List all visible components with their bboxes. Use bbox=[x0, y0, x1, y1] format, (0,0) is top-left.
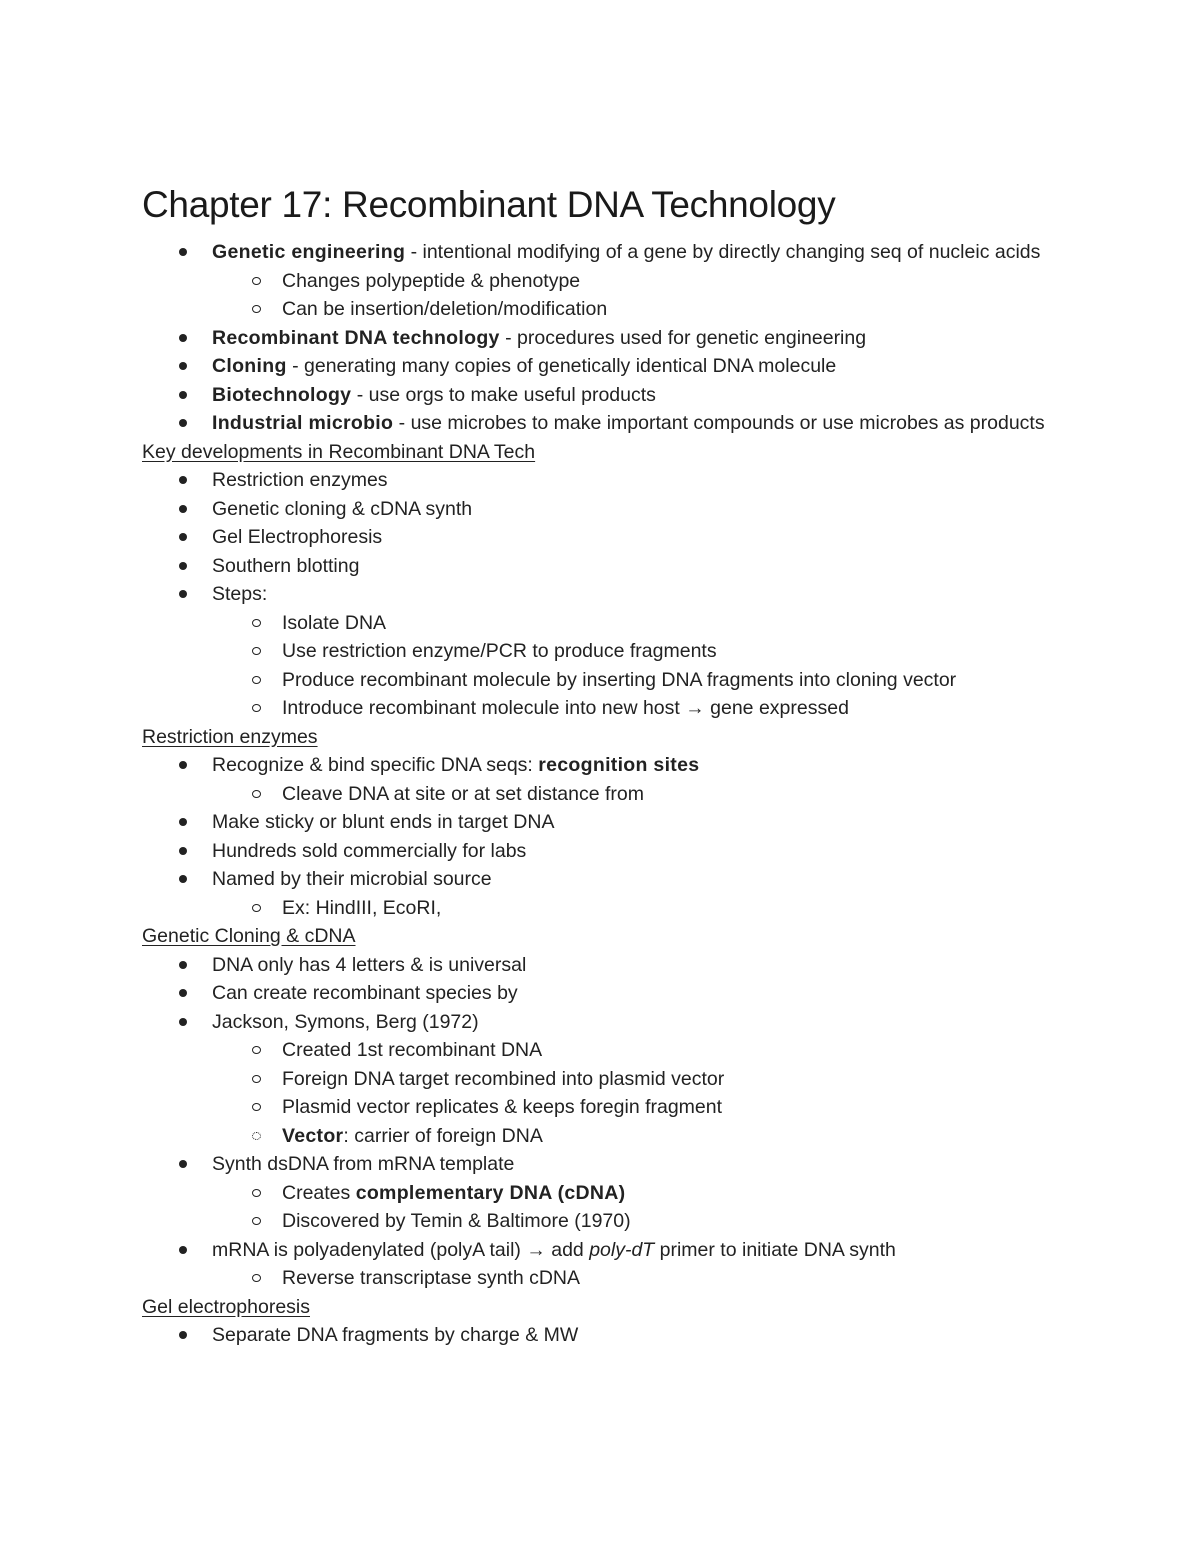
list-item bbox=[142, 1122, 1102, 1151]
section-heading-restriction-enzymes: Restriction enzymes bbox=[142, 725, 318, 748]
list-item bbox=[142, 1236, 1102, 1265]
term: Cloning bbox=[212, 355, 287, 377]
italic-term: poly-dT bbox=[589, 1238, 655, 1261]
bullet-dot-icon bbox=[179, 324, 187, 353]
list-item bbox=[142, 580, 1102, 609]
bullet-circle-icon bbox=[252, 1036, 261, 1065]
bullet-dot-icon bbox=[179, 523, 187, 552]
bullet-dot-icon bbox=[179, 751, 187, 780]
item-text: Foreign DNA target recombined into plasmid vector bbox=[282, 1067, 725, 1090]
bullet-dot-icon bbox=[179, 1236, 187, 1265]
list-item bbox=[142, 666, 1102, 695]
item-text: Gel Electrophoresis bbox=[212, 526, 383, 548]
list-item bbox=[142, 552, 1102, 581]
page-title: Chapter 17: Recombinant DNA Technology bbox=[142, 184, 836, 225]
bullet-circle-icon bbox=[252, 609, 261, 638]
item-text: Discovered by Temin & Baltimore (1970) bbox=[282, 1210, 631, 1232]
list-item bbox=[142, 1036, 1102, 1065]
definition: : carrier of foreign DNA bbox=[343, 1124, 543, 1147]
term: Genetic engineering bbox=[212, 241, 406, 263]
list-item bbox=[142, 523, 1102, 552]
definition: - use orgs to make useful products bbox=[351, 383, 656, 406]
list-item bbox=[142, 1207, 1102, 1236]
list-item bbox=[142, 295, 1102, 324]
bullet-circle-icon bbox=[252, 1264, 261, 1293]
section-heading-genetic-cloning: Genetic Cloning & cDNA bbox=[142, 925, 356, 947]
bullet-circle-icon bbox=[252, 894, 261, 923]
item-text: DNA only has 4 letters & is universal bbox=[212, 953, 527, 976]
bullet-dotted-circle-icon bbox=[252, 1122, 261, 1151]
definition: - generating many copies of genetically identical DNA molecule bbox=[286, 355, 837, 377]
item-text: Plasmid vector replicates & keeps foregin fragment bbox=[282, 1096, 723, 1118]
bullet-dot-icon bbox=[179, 951, 187, 980]
list-item bbox=[142, 409, 1102, 438]
item-text: Can create recombinant species by bbox=[212, 982, 518, 1004]
list-item bbox=[142, 694, 1102, 723]
term: Recombinant DNA technology bbox=[212, 326, 500, 349]
bullet-circle-icon bbox=[252, 1065, 261, 1094]
item-text: primer to initiate DNA synth bbox=[654, 1238, 896, 1261]
key-developments-list bbox=[142, 466, 1102, 723]
item-text: Make sticky or blunt ends in target DNA bbox=[212, 811, 555, 833]
item-text: Created 1st recombinant DNA bbox=[282, 1039, 543, 1061]
list-item bbox=[142, 808, 1102, 837]
item-text: Ex: HindIII, EcoRI, bbox=[282, 896, 442, 919]
bullet-circle-icon bbox=[252, 295, 261, 324]
bullet-dot-icon bbox=[179, 238, 187, 267]
bullet-dot-icon bbox=[179, 552, 187, 581]
item-text: Creates bbox=[282, 1181, 356, 1204]
item-text: Produce recombinant molecule by inserting DNA fragments into cloning vector bbox=[282, 668, 957, 691]
bullet-dot-icon bbox=[179, 495, 187, 524]
item-text: Genetic cloning & cDNA synth bbox=[212, 497, 473, 520]
item-text: Introduce recombinant molecule into new host → gene expressed bbox=[282, 697, 849, 719]
list-item bbox=[142, 1008, 1102, 1037]
definition: - use microbes to make important compounds or use microbes as products bbox=[393, 412, 1045, 434]
definition: - intentional modifying of a gene by directly changing seq of nucleic acids bbox=[405, 241, 1041, 263]
list-item bbox=[142, 1179, 1102, 1208]
intro-list bbox=[142, 238, 1102, 438]
item-text: Separate DNA fragments by charge & MW bbox=[212, 1324, 579, 1346]
bullet-dot-icon bbox=[179, 865, 187, 894]
item-text: Cleave DNA at site or at set distance from bbox=[282, 782, 644, 805]
list-item bbox=[142, 1321, 1102, 1350]
list-item bbox=[142, 951, 1102, 980]
genetic-cloning-list bbox=[142, 951, 1102, 1293]
bullet-circle-icon bbox=[252, 780, 261, 809]
gel-electrophoresis-list bbox=[142, 1321, 1102, 1350]
bullet-dot-icon bbox=[179, 466, 187, 495]
term: Biotechnology bbox=[212, 383, 352, 406]
term: Industrial microbio bbox=[212, 412, 394, 434]
definition: - procedures used for genetic engineering bbox=[499, 326, 867, 349]
bullet-dot-icon bbox=[179, 979, 187, 1008]
list-item bbox=[142, 1150, 1102, 1179]
item-text: Steps: bbox=[212, 583, 268, 605]
item-text: Changes polypeptide & phenotype bbox=[282, 269, 581, 292]
item-text: Use restriction enzyme/PCR to produce fragments bbox=[282, 640, 717, 662]
list-item bbox=[142, 238, 1102, 267]
document-page bbox=[142, 180, 1102, 1350]
list-item bbox=[142, 381, 1102, 410]
bullet-dot-icon bbox=[179, 1008, 187, 1037]
bullet-dot-icon bbox=[179, 381, 187, 410]
bullet-circle-icon bbox=[252, 1207, 261, 1236]
bullet-circle-icon bbox=[252, 1093, 261, 1122]
list-item bbox=[142, 1065, 1102, 1094]
bullet-dot-icon bbox=[179, 1321, 187, 1350]
bullet-dot-icon bbox=[179, 837, 187, 866]
list-item bbox=[142, 324, 1102, 353]
bullet-dot-icon bbox=[179, 808, 187, 837]
bullet-circle-icon bbox=[252, 637, 261, 666]
item-text: Synth dsDNA from mRNA template bbox=[212, 1153, 515, 1175]
section-heading-gel-electrophoresis: Gel electrophoresis bbox=[142, 1295, 310, 1318]
list-item bbox=[142, 751, 1102, 780]
bullet-dot-icon bbox=[179, 352, 187, 381]
bullet-circle-icon bbox=[252, 666, 261, 695]
bullet-dot-icon bbox=[179, 409, 187, 438]
item-text: Isolate DNA bbox=[282, 611, 387, 634]
item-text: Recognize & bind specific DNA seqs: bbox=[212, 754, 539, 776]
list-item bbox=[142, 894, 1102, 923]
list-item bbox=[142, 466, 1102, 495]
item-text: Hundreds sold commercially for labs bbox=[212, 839, 527, 862]
bullet-circle-icon bbox=[252, 694, 261, 723]
item-text: Reverse transcriptase synth cDNA bbox=[282, 1267, 581, 1289]
list-item bbox=[142, 352, 1102, 381]
list-item bbox=[142, 495, 1102, 524]
term: Vector bbox=[282, 1124, 344, 1147]
term: recognition sites bbox=[538, 754, 700, 776]
list-item bbox=[142, 637, 1102, 666]
item-text: Southern blotting bbox=[212, 554, 360, 577]
list-item bbox=[142, 1093, 1102, 1122]
item-text: Jackson, Symons, Berg (1972) bbox=[212, 1010, 479, 1033]
list-item bbox=[142, 979, 1102, 1008]
item-text: mRNA is polyadenylated (polyA tail) → add bbox=[212, 1238, 590, 1261]
list-item bbox=[142, 609, 1102, 638]
list-item bbox=[142, 1264, 1102, 1293]
bullet-dot-icon bbox=[179, 580, 187, 609]
restriction-enzymes-list bbox=[142, 751, 1102, 922]
list-item bbox=[142, 267, 1102, 296]
section-heading-key-developments: Key developments in Recombinant DNA Tech bbox=[142, 440, 536, 463]
bullet-dot-icon bbox=[179, 1150, 187, 1179]
bullet-circle-icon bbox=[252, 267, 261, 296]
item-text: Can be insertion/deletion/modification bbox=[282, 298, 608, 320]
item-text: Restriction enzymes bbox=[212, 469, 388, 491]
item-text: Named by their microbial source bbox=[212, 868, 492, 890]
list-item bbox=[142, 865, 1102, 894]
term: complementary DNA (cDNA) bbox=[355, 1181, 626, 1204]
list-item bbox=[142, 780, 1102, 809]
bullet-circle-icon bbox=[252, 1179, 261, 1208]
list-item bbox=[142, 837, 1102, 866]
